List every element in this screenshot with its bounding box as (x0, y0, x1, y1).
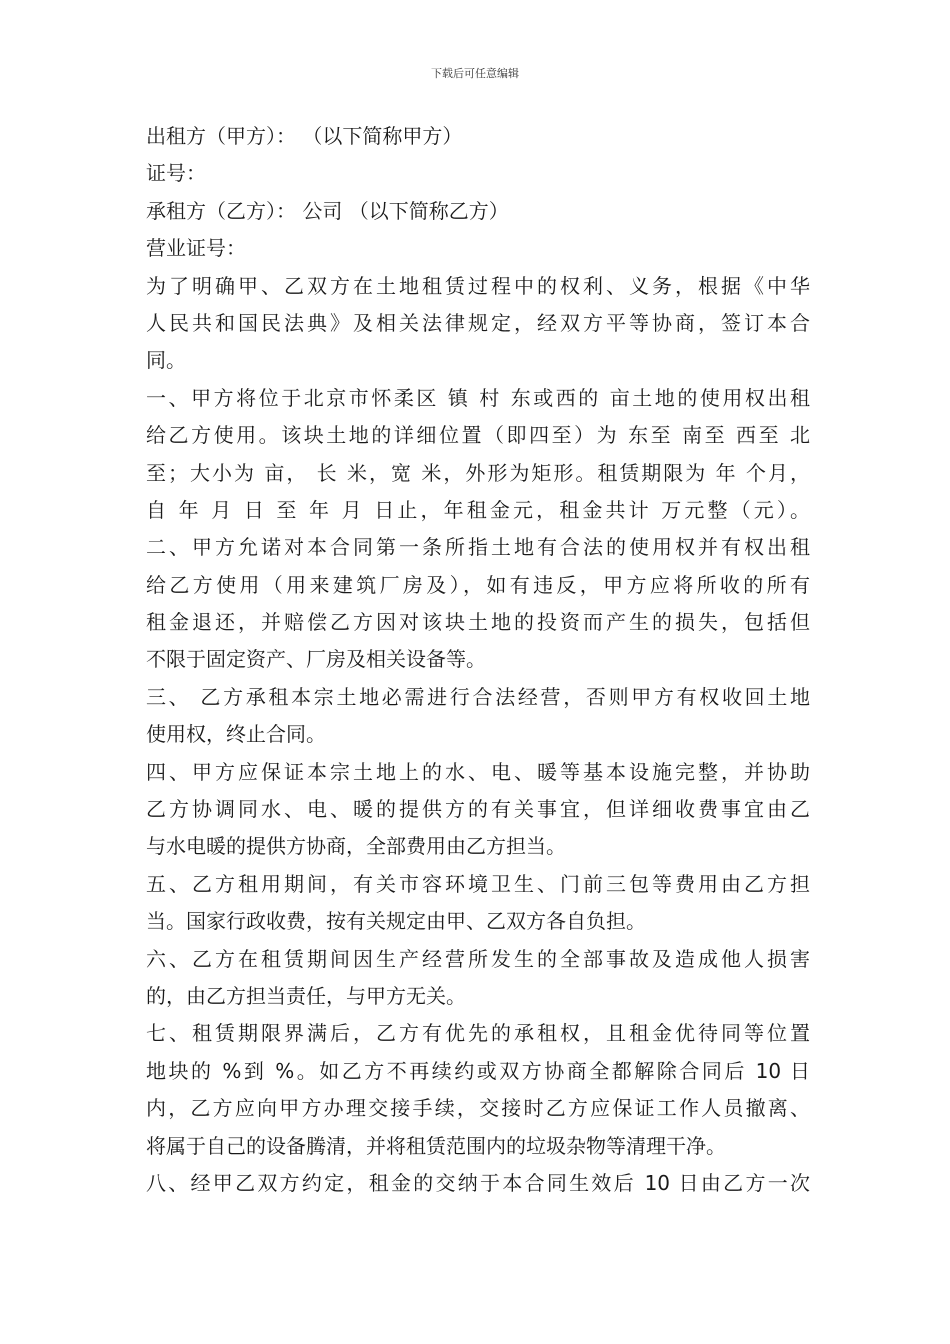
text-line: 六、乙方在租赁期间因生产经营所发生的全部事故及造成他人损害 (146, 946, 810, 971)
text-line: 三、 乙方承租本宗土地必需进行合法经营，否则甲方有权收回土地 (146, 684, 810, 709)
text-line: 一、甲方将位于北京市怀柔区 镇 村 东或西的 亩土地的使用权出租 (146, 385, 810, 410)
text-line: 至；大小为 亩， 长 米，宽 米，外形为矩形。租赁期限为 年 个月， (146, 460, 810, 485)
text-line: 为了明确甲、乙双方在土地租赁过程中的权利、义务，根据《中华 (146, 273, 810, 298)
text-line: 不限于固定资产、厂房及相关设备等。 (146, 647, 486, 672)
text-line: 乙方协调同水、电、暖的提供方的有关事宜，但详细收费事宜由乙 (146, 797, 810, 822)
text-line: 内，乙方应向甲方办理交接手续，交接时乙方应保证工作人员撤离、 (146, 1096, 810, 1121)
text-line: 与水电暖的提供方协商，全部费用由乙方担当。 (146, 834, 566, 859)
text-line: 出租方（甲方）： （以下简称甲方） (146, 124, 463, 148)
text-line: 同。 (146, 348, 186, 373)
text-line: 给乙方使用。该块土地的详细位置（即四至）为 东至 南至 西至 北 (146, 423, 810, 448)
text-line: 八、经甲乙双方约定，租金的交纳于本合同生效后 10 日由乙方一次 (146, 1170, 810, 1195)
text-line: 当。国家行政收费，按有关规定由甲、乙双方各自负担。 (146, 909, 646, 934)
text-line: 人民共和国民法典》及相关法律规定，经双方平等协商，签订本合 (146, 310, 810, 335)
text-line: 将属于自己的设备腾清，并将租赁范围内的垃圾杂物等清理干净。 (146, 1133, 726, 1158)
text-line: 二、甲方允诺对本合同第一条所指土地有合法的使用权并有权出租 (146, 535, 810, 560)
text-line: 承租方（乙方）： 公司 （以下简称乙方） (146, 198, 509, 223)
text-line: 七、租赁期限界满后，乙方有优先的承租权，且租金优待同等位置 (146, 1021, 810, 1046)
text-line: 自 年 月 日 至 年 月 日止，年租金元，租金共计 万元整（元）。 (146, 497, 810, 522)
document-body (146, 118, 810, 1202)
text-line: 的，由乙方担当责任，与甲方无关。 (146, 983, 466, 1008)
text-line: 地块的 %到 %。如乙方不再续约或双方协商全都解除合同后 10 日 (146, 1058, 810, 1083)
text-line: 给乙方使用（用来建筑厂房及），如有违反，甲方应将所收的所有 (146, 572, 810, 597)
page-header: 下载后可任意编辑 (431, 67, 519, 80)
text-line: 五、乙方租用期间，有关市容环境卫生、门前三包等费用由乙方担 (146, 871, 810, 896)
text-line: 租金退还，并赔偿乙方因对该块土地的投资而产生的损失，包括但 (146, 610, 810, 635)
text-line: 证号： (146, 161, 206, 186)
text-line: 营业证号： (146, 236, 246, 261)
text-line: 四、甲方应保证本宗土地上的水、电、暖等基本设施完整，并协助 (146, 759, 810, 784)
text-line: 使用权，终止合同。 (146, 722, 326, 747)
